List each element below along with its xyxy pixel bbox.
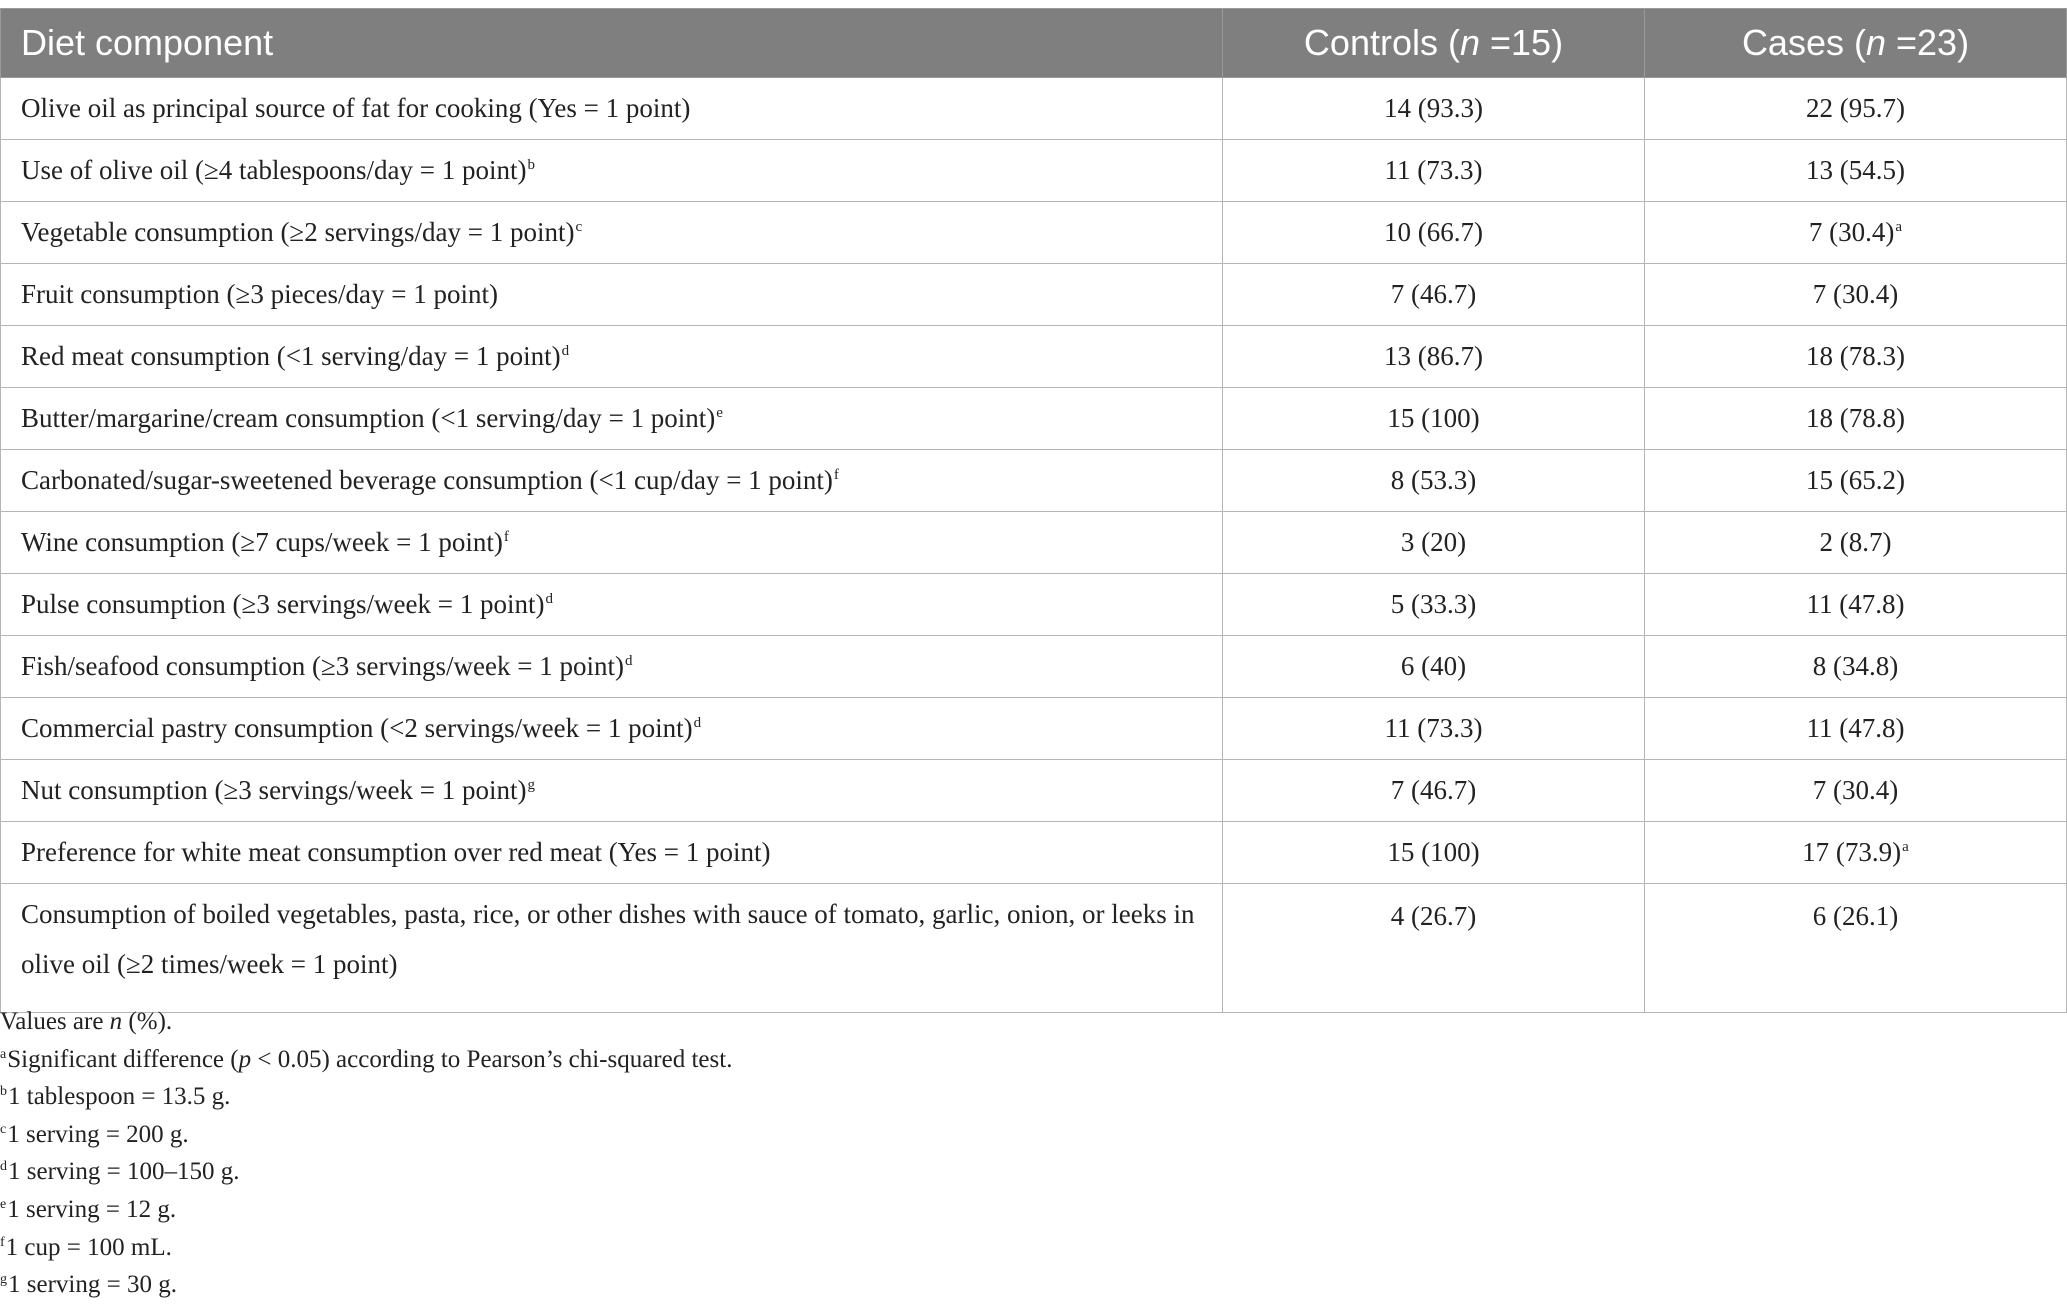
cases-value: 11 (47.8): [1806, 713, 1905, 743]
cases-value: 8 (34.8): [1812, 651, 1899, 681]
footnote-item-text: 1 tablespoon = 13.5 g.: [8, 1083, 231, 1111]
header-diet-component: Diet component: [1, 9, 1223, 78]
controls-value: 15 (100): [1223, 822, 1645, 884]
cases-value-cell: [1645, 512, 2067, 574]
table-body: [1, 78, 2067, 1013]
controls-value: 3 (20): [1223, 512, 1645, 574]
diet-component-label: Nut consumption (≥3 servings/week = 1 point): [21, 775, 527, 805]
diet-component-label: Use of olive oil (≥4 tablespoons/day = 1 point): [21, 155, 527, 185]
diet-component-cell: [1, 264, 1223, 326]
header-cases-n: n: [1865, 22, 1886, 63]
diet-component-label: Vegetable consumption (≥2 servings/day = 1 point): [21, 217, 575, 247]
table-row: [1, 202, 2067, 264]
header-row: [1, 9, 2067, 78]
controls-value: 4 (26.7): [1223, 884, 1645, 1013]
controls-value: 6 (40): [1223, 636, 1645, 698]
controls-value: 7 (46.7): [1223, 760, 1645, 822]
footnote-values: [0, 1003, 732, 1041]
cases-value-cell: [1645, 574, 2067, 636]
diet-component-table: [0, 8, 2067, 1013]
cases-value-cell: [1645, 388, 2067, 450]
footnote-item-marker: b: [0, 1084, 7, 1100]
diet-component-cell: [1, 760, 1223, 822]
cases-value-cell: [1645, 264, 2067, 326]
controls-value: 8 (53.3): [1223, 450, 1645, 512]
cases-value: 11 (47.8): [1806, 589, 1905, 619]
diet-component-cell: [1, 326, 1223, 388]
footnote-item: [0, 1153, 732, 1191]
table-row: [1, 698, 2067, 760]
controls-value: 13 (86.7): [1223, 326, 1645, 388]
footnote-list: [0, 1078, 732, 1304]
table-row: [1, 884, 2067, 1013]
footnote-item-marker: g: [0, 1272, 7, 1288]
diet-component-label: Red meat consumption (<1 serving/day = 1 point): [21, 341, 561, 371]
cases-value-cell: [1645, 636, 2067, 698]
table-row: [1, 140, 2067, 202]
footnote-marker: d: [561, 343, 570, 359]
footnote-marker: e: [716, 405, 723, 421]
significance-marker: a: [1902, 839, 1909, 855]
cases-value: 2 (8.7): [1819, 527, 1892, 557]
diet-component-label: Olive oil as principal source of fat for cooking (Yes = 1 point): [21, 93, 691, 123]
table-row: [1, 78, 2067, 140]
header-controls-n: n: [1459, 22, 1480, 63]
cases-value-cell: [1645, 78, 2067, 140]
table-header: [1, 9, 2067, 78]
diet-component-cell: [1, 884, 1223, 1013]
footnote-marker: f: [833, 467, 839, 483]
cases-value-cell: [1645, 822, 2067, 884]
footnote-item: [0, 1266, 732, 1304]
diet-component-label: Consumption of boiled vegetables, pasta, rice, or other dishes with sauce of tomato, garlic, onion, or leeks in olive oil (≥2 times/week = 1 point): [21, 899, 1195, 979]
footnote-a-post: < 0.05) according to Pearson’s chi-squared test.: [251, 1045, 733, 1073]
table-row: [1, 574, 2067, 636]
footnote-item-text: 1 serving = 100–150 g.: [8, 1158, 240, 1186]
cases-value: 13 (54.5): [1806, 155, 1905, 185]
cases-value-cell: [1645, 326, 2067, 388]
diet-component-cell: [1, 822, 1223, 884]
footnote-values-n: n: [109, 1008, 123, 1035]
cases-value: 22 (95.7): [1806, 93, 1905, 123]
diet-component-label: Carbonated/sugar-sweetened beverage consumption (<1 cup/day = 1 point): [21, 465, 833, 495]
footnote-a-p: p: [238, 1045, 252, 1073]
diet-component-label: Fish/seafood consumption (≥3 servings/week = 1 point): [21, 651, 624, 681]
cases-value-cell: [1645, 202, 2067, 264]
diet-component-label: Fruit consumption (≥3 pieces/day = 1 point): [21, 279, 498, 309]
footnote-item-marker: e: [0, 1196, 7, 1212]
controls-value: 14 (93.3): [1223, 78, 1645, 140]
header-controls: [1223, 9, 1645, 78]
footnote-marker: d: [545, 591, 553, 607]
table-row: [1, 450, 2067, 512]
footnote-marker: f: [503, 529, 509, 545]
table-row: [1, 636, 2067, 698]
diet-component-cell: [1, 574, 1223, 636]
footnote-marker: b: [527, 157, 535, 173]
footnote-item-marker: c: [0, 1121, 7, 1137]
diet-component-label: Preference for white meat consumption over red meat (Yes = 1 point): [21, 837, 771, 867]
controls-value: 5 (33.3): [1223, 574, 1645, 636]
footnote-item-text: 1 serving = 12 g.: [7, 1195, 177, 1223]
footnote-item-marker: d: [0, 1159, 7, 1175]
header-cases-pre: Cases (: [1741, 22, 1866, 63]
table-row: [1, 822, 2067, 884]
cases-value: 7 (30.4): [1808, 217, 1895, 247]
cases-value: 18 (78.8): [1806, 403, 1905, 433]
diet-component-cell: [1, 512, 1223, 574]
footnote-values-post: (%).: [122, 1008, 173, 1035]
footnote-a-marker: a: [0, 1046, 7, 1062]
footnote-values-pre: Values are: [0, 1008, 110, 1035]
diet-component-label: Wine consumption (≥7 cups/week = 1 point): [21, 527, 503, 557]
footnote-marker: c: [575, 219, 583, 235]
table-wrapper: [0, 8, 2066, 1013]
footnote-marker: d: [624, 653, 633, 669]
controls-value: 15 (100): [1223, 388, 1645, 450]
diet-component-cell: [1, 636, 1223, 698]
controls-value: 10 (66.7): [1223, 202, 1645, 264]
cases-value: 6 (26.1): [1812, 901, 1899, 931]
footnote-a-pre: Significant difference (: [7, 1045, 239, 1073]
cases-value-cell: [1645, 698, 2067, 760]
table-row: [1, 512, 2067, 574]
cases-value: 17 (73.9): [1802, 837, 1902, 867]
cases-value: 15 (65.2): [1806, 465, 1905, 495]
diet-component-cell: [1, 388, 1223, 450]
footnote-item: [0, 1116, 732, 1154]
table-row: [1, 264, 2067, 326]
table-footnotes: [0, 1003, 732, 1304]
footnote-item: [0, 1229, 732, 1267]
footnote-item-text: 1 serving = 30 g.: [8, 1271, 177, 1299]
cases-value: 7 (30.4): [1812, 775, 1899, 805]
header-controls-post: =15): [1480, 22, 1564, 63]
controls-value: 11 (73.3): [1223, 140, 1645, 202]
diet-component-label: Butter/margarine/cream consumption (<1 serving/day = 1 point): [21, 403, 716, 433]
controls-value: 7 (46.7): [1223, 264, 1645, 326]
footnote-a: [0, 1041, 732, 1079]
diet-component-cell: [1, 140, 1223, 202]
cases-value: 18 (78.3): [1806, 341, 1905, 371]
diet-component-cell: [1, 78, 1223, 140]
footnote-item-text: 1 serving = 200 g.: [7, 1120, 189, 1148]
header-controls-pre: Controls (: [1303, 22, 1460, 63]
diet-component-cell: [1, 698, 1223, 760]
header-cases: [1645, 9, 2067, 78]
footnote-item-text: 1 cup = 100 mL.: [5, 1233, 172, 1261]
footnote-item-marker: f: [0, 1234, 5, 1250]
header-cases-post: =23): [1886, 22, 1970, 63]
controls-value: 11 (73.3): [1223, 698, 1645, 760]
cases-value-cell: [1645, 884, 2067, 1013]
footnote-item: [0, 1191, 732, 1229]
table-row: [1, 760, 2067, 822]
cases-value-cell: [1645, 140, 2067, 202]
cases-value: 7 (30.4): [1812, 279, 1899, 309]
table-row: [1, 326, 2067, 388]
footnote-marker: d: [693, 715, 702, 731]
diet-component-label: Pulse consumption (≥3 servings/week = 1 point): [21, 589, 545, 619]
footnote-marker: g: [527, 777, 535, 793]
diet-component-label: Commercial pastry consumption (<2 servings/week = 1 point): [21, 713, 693, 743]
diet-component-cell: [1, 450, 1223, 512]
cases-value-cell: [1645, 760, 2067, 822]
table-row: [1, 388, 2067, 450]
footnote-item: [0, 1078, 732, 1116]
diet-component-cell: [1, 202, 1223, 264]
significance-marker: a: [1895, 219, 1903, 235]
cases-value-cell: [1645, 450, 2067, 512]
